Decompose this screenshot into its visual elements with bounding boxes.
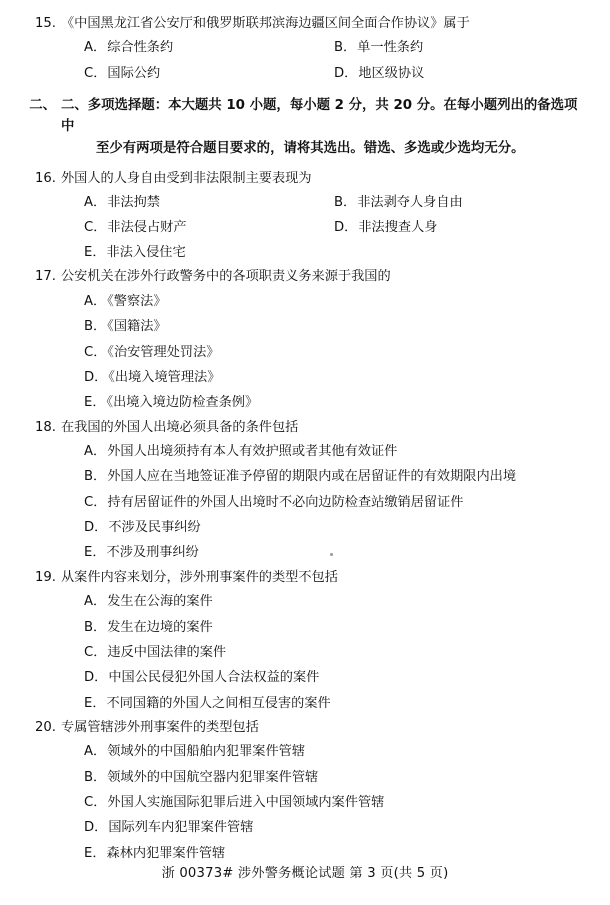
option-item[interactable] — [334, 35, 584, 60]
option-label: A． — [84, 195, 107, 211]
question-number: 15. — [35, 16, 56, 31]
option-text: 持有居留证件的外国人出境时不必向边防检查站缴销居留证件 — [107, 494, 464, 510]
option-item[interactable] — [84, 390, 584, 415]
option-text: 领域外的中国船舶内犯罪案件管辖 — [107, 744, 306, 760]
section-heading-line2: 至少有两项是符合题目要求的，请将其选出。错选、多选或少选均无分。 — [96, 141, 525, 157]
option-item[interactable] — [84, 340, 584, 365]
option-list — [26, 289, 584, 416]
option-item[interactable] — [84, 739, 584, 764]
question-stem: 《中国黑龙江省公安厅和俄罗斯联邦滨海边疆区间全面合作协议》属于 — [61, 16, 470, 31]
question-stem: 公安机关在涉外行政警务中的各项职责义务来源于我国的 — [61, 269, 391, 285]
option-item[interactable] — [84, 540, 584, 565]
option-text: 外国人应在当地签证准予停留的期限内或在居留证件的有效期限内出境 — [107, 469, 517, 485]
option-item[interactable] — [84, 190, 334, 215]
option-item[interactable] — [84, 515, 584, 540]
option-label: D． — [84, 520, 108, 536]
option-text: 国际列车内犯罪案件管辖 — [108, 820, 254, 836]
option-label: C． — [84, 795, 107, 811]
option-list — [26, 190, 584, 265]
option-label: B． — [334, 40, 357, 56]
option-text: 《治安管理处罚法》 — [107, 344, 220, 360]
option-label: C． — [84, 494, 107, 510]
option-label: C． — [84, 220, 107, 236]
question-block — [26, 267, 584, 415]
option-item[interactable] — [84, 464, 584, 489]
option-item[interactable] — [84, 589, 584, 614]
option-label: D． — [334, 65, 358, 81]
option-item[interactable] — [84, 765, 584, 790]
question-block — [26, 14, 584, 86]
option-item[interactable] — [84, 490, 584, 515]
option-text: 领域外的中国航空器内犯罪案件管辖 — [107, 769, 319, 785]
option-text: 违反中国法律的案件 — [107, 644, 227, 660]
option-item[interactable] — [84, 665, 584, 690]
option-text: 森林内犯罪案件管辖 — [106, 845, 226, 861]
option-label: D． — [334, 220, 358, 236]
option-label: E． — [84, 695, 106, 711]
option-text: 非法搜查人身 — [358, 220, 438, 236]
option-item[interactable] — [84, 691, 584, 716]
section-number: 二、 — [29, 97, 56, 113]
option-text: 不涉及刑事纠纷 — [106, 545, 199, 561]
page-footer: 浙 00373# 涉外警务概论试题 第 3 页(共 5 页) — [161, 866, 449, 881]
option-label: B． — [334, 195, 357, 211]
scan-artifact-dot — [330, 553, 333, 556]
question-number: 16. — [35, 170, 56, 186]
option-label: B． — [84, 469, 107, 485]
option-text: 发生在公海的案件 — [107, 594, 213, 610]
option-item[interactable] — [84, 815, 584, 840]
question-stem-row — [26, 267, 584, 287]
option-text: 外国人出境须持有本人有效护照或者其他有效证件 — [107, 444, 398, 460]
question-number: 17. — [35, 269, 56, 285]
option-label: A． — [84, 744, 107, 760]
option-item[interactable] — [84, 61, 334, 86]
question-stem-row — [26, 418, 584, 438]
option-text: 非法拘禁 — [107, 195, 160, 211]
question-number: 18. — [35, 419, 56, 435]
option-text: 中国公民侵犯外国人合法权益的案件 — [108, 670, 320, 686]
option-text: 《出境入境管理法》 — [108, 369, 221, 385]
option-text: 不涉及民事纠纷 — [108, 520, 201, 536]
option-label: E． — [84, 545, 106, 561]
question-stem-row — [26, 718, 584, 738]
option-item[interactable] — [334, 215, 584, 240]
option-text: 综合性条约 — [107, 40, 174, 56]
option-text: 非法侵占财产 — [107, 220, 187, 236]
option-label: C． — [84, 644, 107, 660]
option-list — [26, 589, 584, 716]
section-heading-line1: 二、多项选择题：本大题共 10 小题，每小题 2 分，共 20 分。在每小题列出的备选项中 — [61, 97, 578, 135]
option-item[interactable] — [84, 615, 584, 640]
option-label: D． — [84, 670, 108, 686]
option-item[interactable] — [84, 215, 334, 240]
option-text: 不同国籍的外国人之间相互侵害的案件 — [106, 695, 331, 711]
option-list — [26, 739, 584, 866]
option-label: A． — [84, 594, 107, 610]
question-block — [26, 169, 584, 266]
option-item[interactable] — [84, 365, 584, 390]
option-label: B． — [84, 769, 107, 785]
option-label: D． — [84, 820, 108, 836]
question-block — [26, 718, 584, 866]
option-item[interactable] — [334, 190, 584, 215]
option-text: 发生在边境的案件 — [107, 619, 213, 635]
option-text: 《警察法》 — [107, 293, 167, 309]
option-label: D． — [84, 369, 108, 385]
question-stem: 外国人的人身自由受到非法限制主要表现为 — [61, 170, 312, 186]
option-text: 《出境入境边防检查条例》 — [106, 395, 259, 411]
option-item[interactable] — [84, 640, 584, 665]
option-list — [26, 439, 584, 566]
option-item[interactable] — [84, 289, 584, 314]
question-number: 19. — [35, 569, 56, 585]
option-label: A． — [84, 293, 107, 309]
option-item[interactable] — [84, 439, 584, 464]
option-text: 非法剥夺人身自由 — [357, 195, 463, 211]
option-text: 单一性条约 — [357, 40, 424, 56]
option-text: 非法入侵住宅 — [106, 245, 186, 261]
option-label: B． — [84, 319, 107, 335]
option-item[interactable] — [84, 35, 334, 60]
option-label: C． — [84, 65, 107, 81]
option-label: A． — [84, 40, 107, 56]
option-item[interactable] — [84, 790, 584, 815]
option-item[interactable] — [84, 240, 334, 265]
option-label: B． — [84, 619, 107, 635]
option-item[interactable] — [84, 314, 584, 339]
option-list — [26, 35, 584, 85]
section-heading — [26, 95, 584, 160]
option-item[interactable] — [334, 61, 584, 86]
section-heading-body — [61, 95, 584, 160]
question-stem: 专属管辖涉外刑事案件的类型包括 — [61, 719, 259, 735]
option-label: E． — [84, 845, 106, 861]
question-stem-row — [26, 169, 584, 189]
question-stem-row — [26, 568, 584, 588]
option-label: C． — [84, 344, 107, 360]
option-label: E． — [84, 245, 106, 261]
question-number: 20. — [35, 719, 56, 735]
question-stem: 在我国的外国人出境必须具备的条件包括 — [61, 419, 299, 435]
option-text: 《国籍法》 — [107, 319, 167, 335]
question-block — [26, 568, 584, 716]
option-label: E． — [84, 395, 106, 411]
option-text: 外国人实施国际犯罪后进入中国领域内案件管辖 — [107, 795, 385, 811]
option-text: 国际公约 — [107, 65, 161, 81]
question-block — [26, 418, 584, 566]
option-label: A． — [84, 444, 107, 460]
question-stem-row — [26, 14, 584, 34]
option-text: 地区级协议 — [358, 65, 425, 81]
question-stem: 从案件内容来划分，涉外刑事案件的类型不包括 — [61, 569, 338, 585]
